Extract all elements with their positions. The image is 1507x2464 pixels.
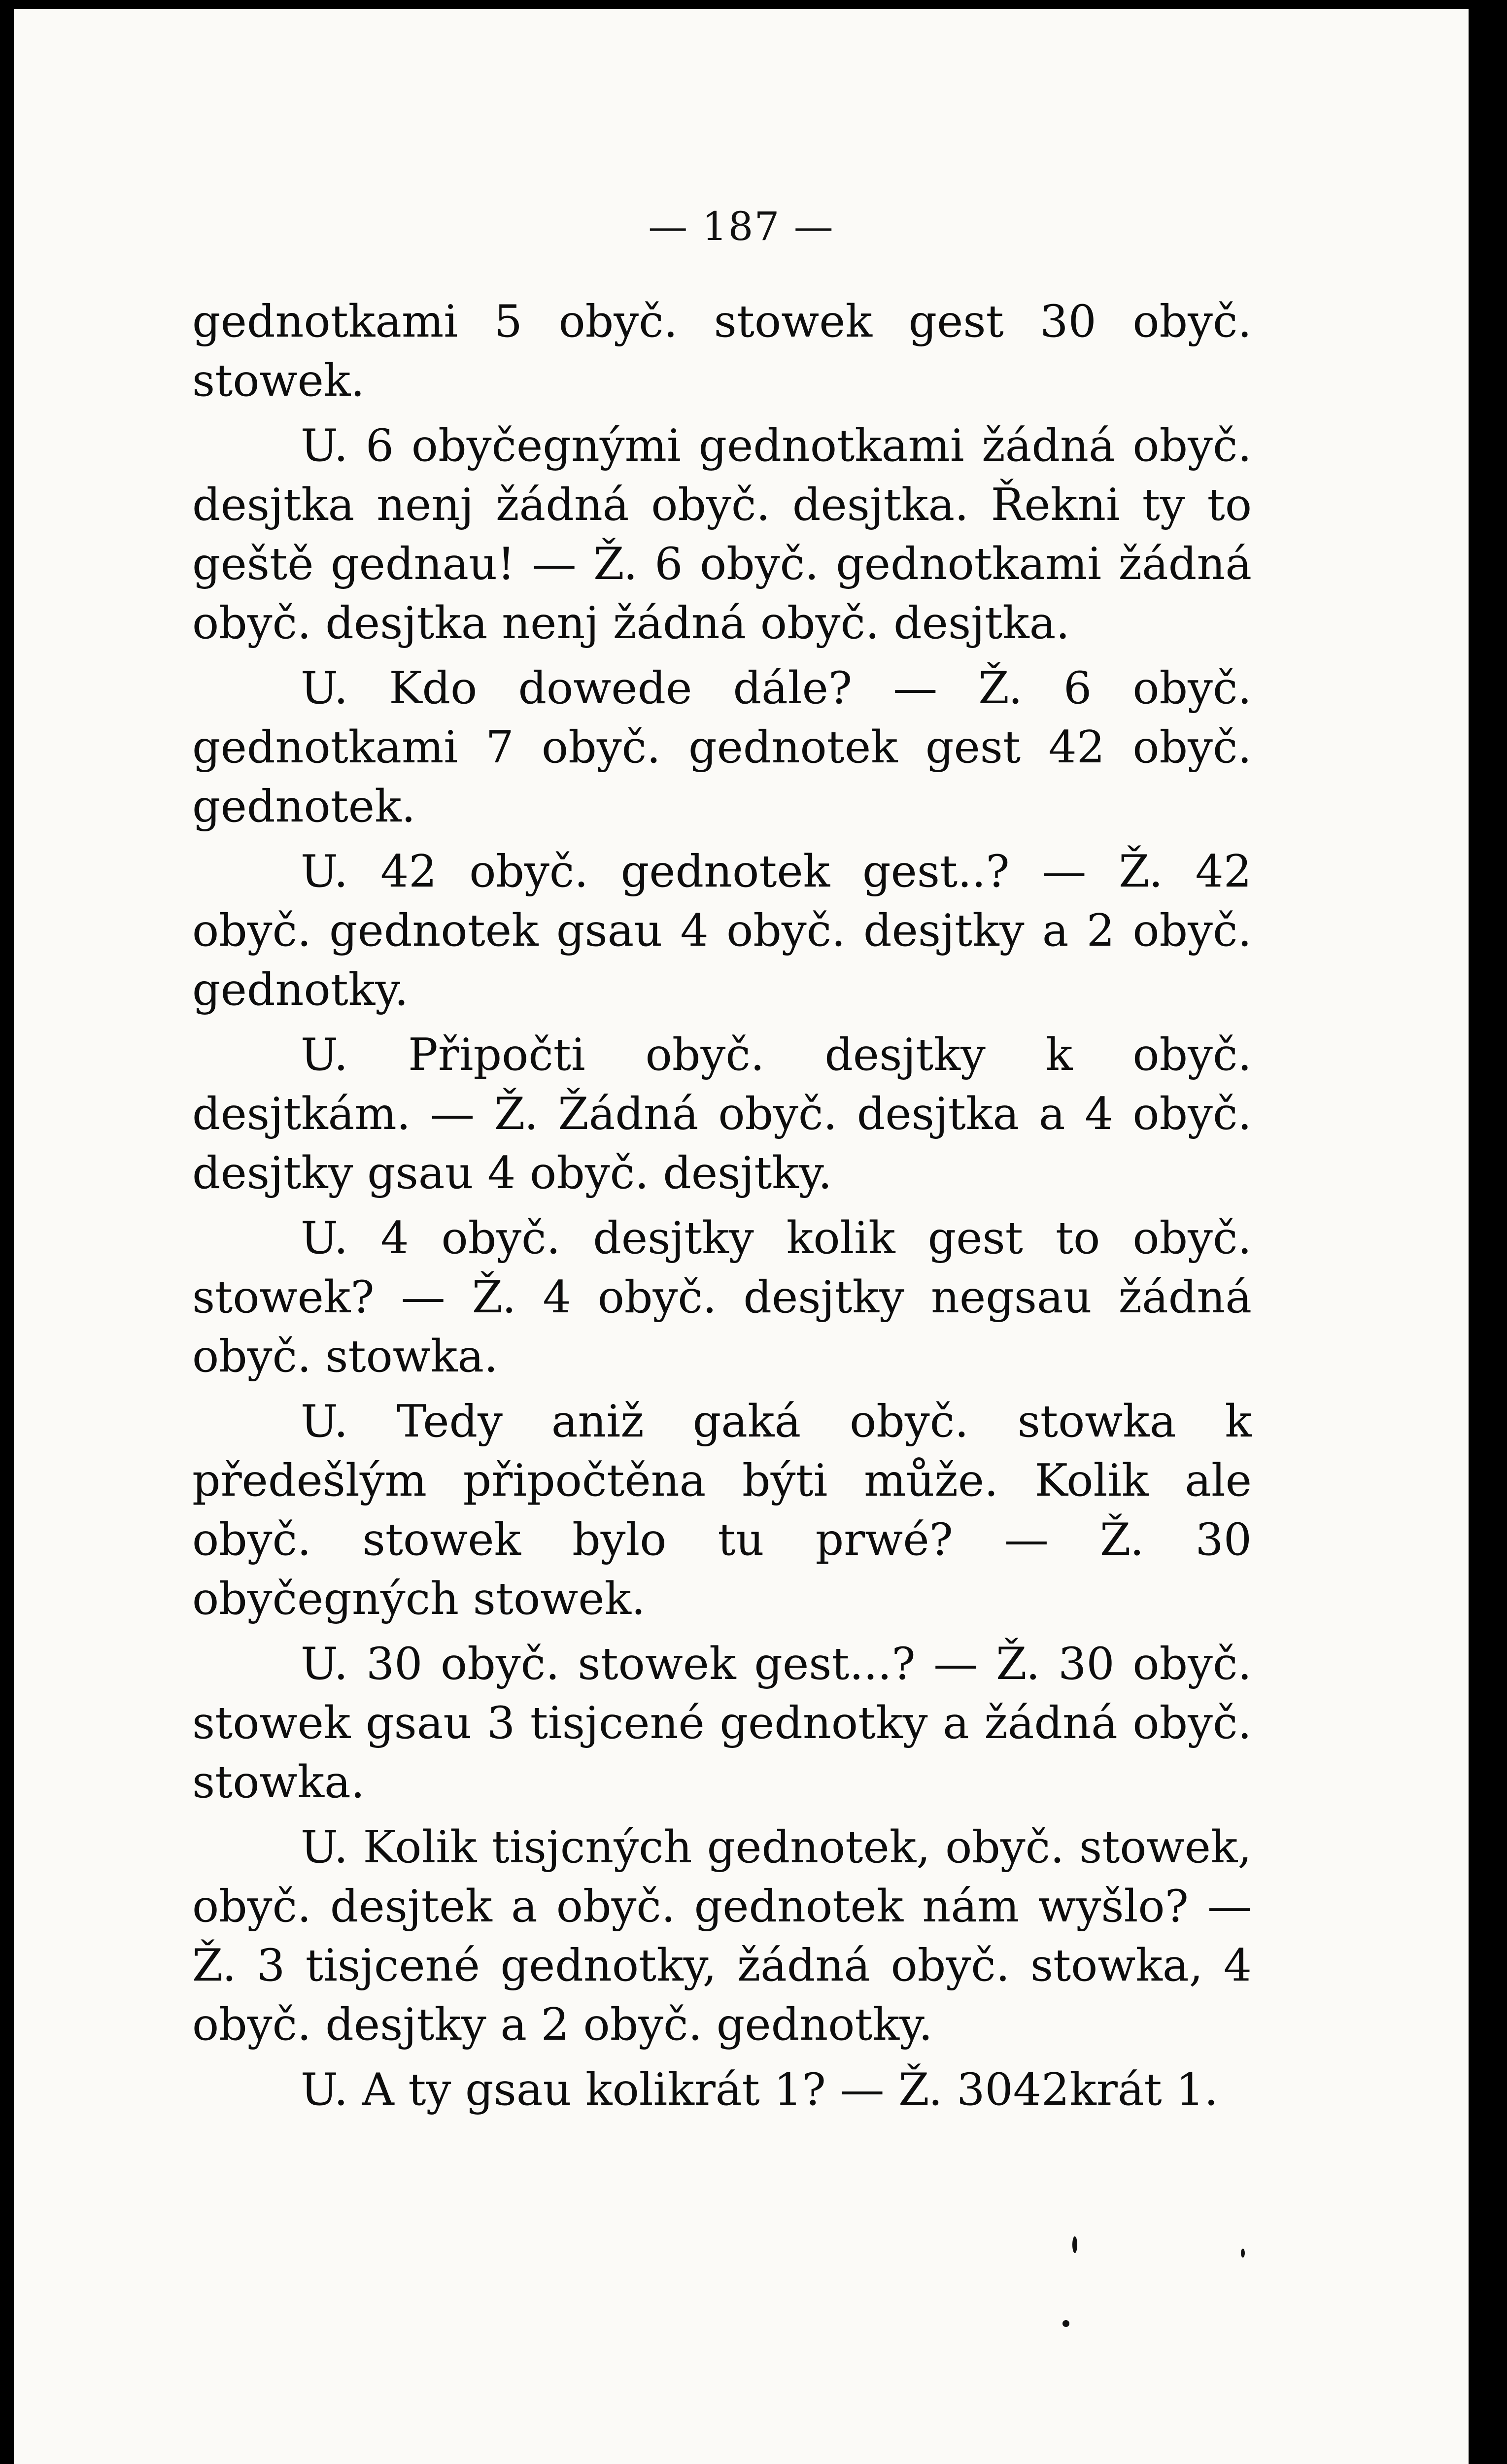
scan-speck bbox=[1072, 2236, 1077, 2253]
paragraph: gednotkami 5 obyč. stowek gest 30 obyč. stowek. bbox=[192, 296, 1252, 407]
paragraph: U. Kolik tisjcných gednotek, obyč. stowek, obyč. desjtek a obyč. gednotek nám wyšlo? — Ž. 3 tisjcené gednotky, žádná obyč. stowka, 4 obyč. desjtky a 2 obyč. gednotky. bbox=[192, 1821, 1252, 2051]
paragraph: U. 30 obyč. stowek gest...? — Ž. 30 obyč. stowek gsau 3 tisjcené gednotky a žádná obyč. stowka. bbox=[192, 1638, 1252, 1808]
paragraph: U. 42 obyč. gednotek gest..? — Ž. 42 obyč. gednotek gsau 4 obyč. desjtky a 2 obyč. gednotky. bbox=[192, 846, 1252, 1016]
paragraph: U. A ty gsau kolikrát 1? — Ž. 3042krát 1. bbox=[301, 2064, 1219, 2116]
scan-speck bbox=[1062, 2320, 1069, 2327]
paragraph: U. Kdo dowede dále? — Ž. 6 obyč. gednotkami 7 obyč. gednotek gest 42 obyč. gednotek. bbox=[192, 662, 1252, 832]
book-page bbox=[14, 9, 1469, 2464]
scan-speck bbox=[1241, 2249, 1245, 2258]
paragraph: U. 6 obyčegnými gednotkami žádná obyč. desjtka nenj žádná obyč. desjtka. Řekni ty to geště gednau! — Ž. 6 obyč. gednotkami žádná obyč. desjtka nenj žádná obyč. desjtka. bbox=[192, 420, 1252, 649]
paragraph: U. Tedy aniž gaká obyč. stowka k předešlým připočtěna býti může. Kolik ale obyč. stowek bylo tu prwé? — Ž. 30 obyčegných stowek. bbox=[192, 1396, 1252, 1625]
paragraph: U. Připočti obyč. desjtky k obyč. desjtkám. — Ž. Žádná obyč. desjtka a 4 obyč. desjtky gsau 4 obyč. desjtky. bbox=[192, 1029, 1252, 1199]
paragraph: U. 4 obyč. desjtky kolik gest to obyč. stowek? — Ž. 4 obyč. desjtky negsau žádná obyč. stowka. bbox=[192, 1212, 1252, 1382]
page-number: — 187 — bbox=[648, 204, 834, 249]
body-text bbox=[192, 292, 1252, 2125]
